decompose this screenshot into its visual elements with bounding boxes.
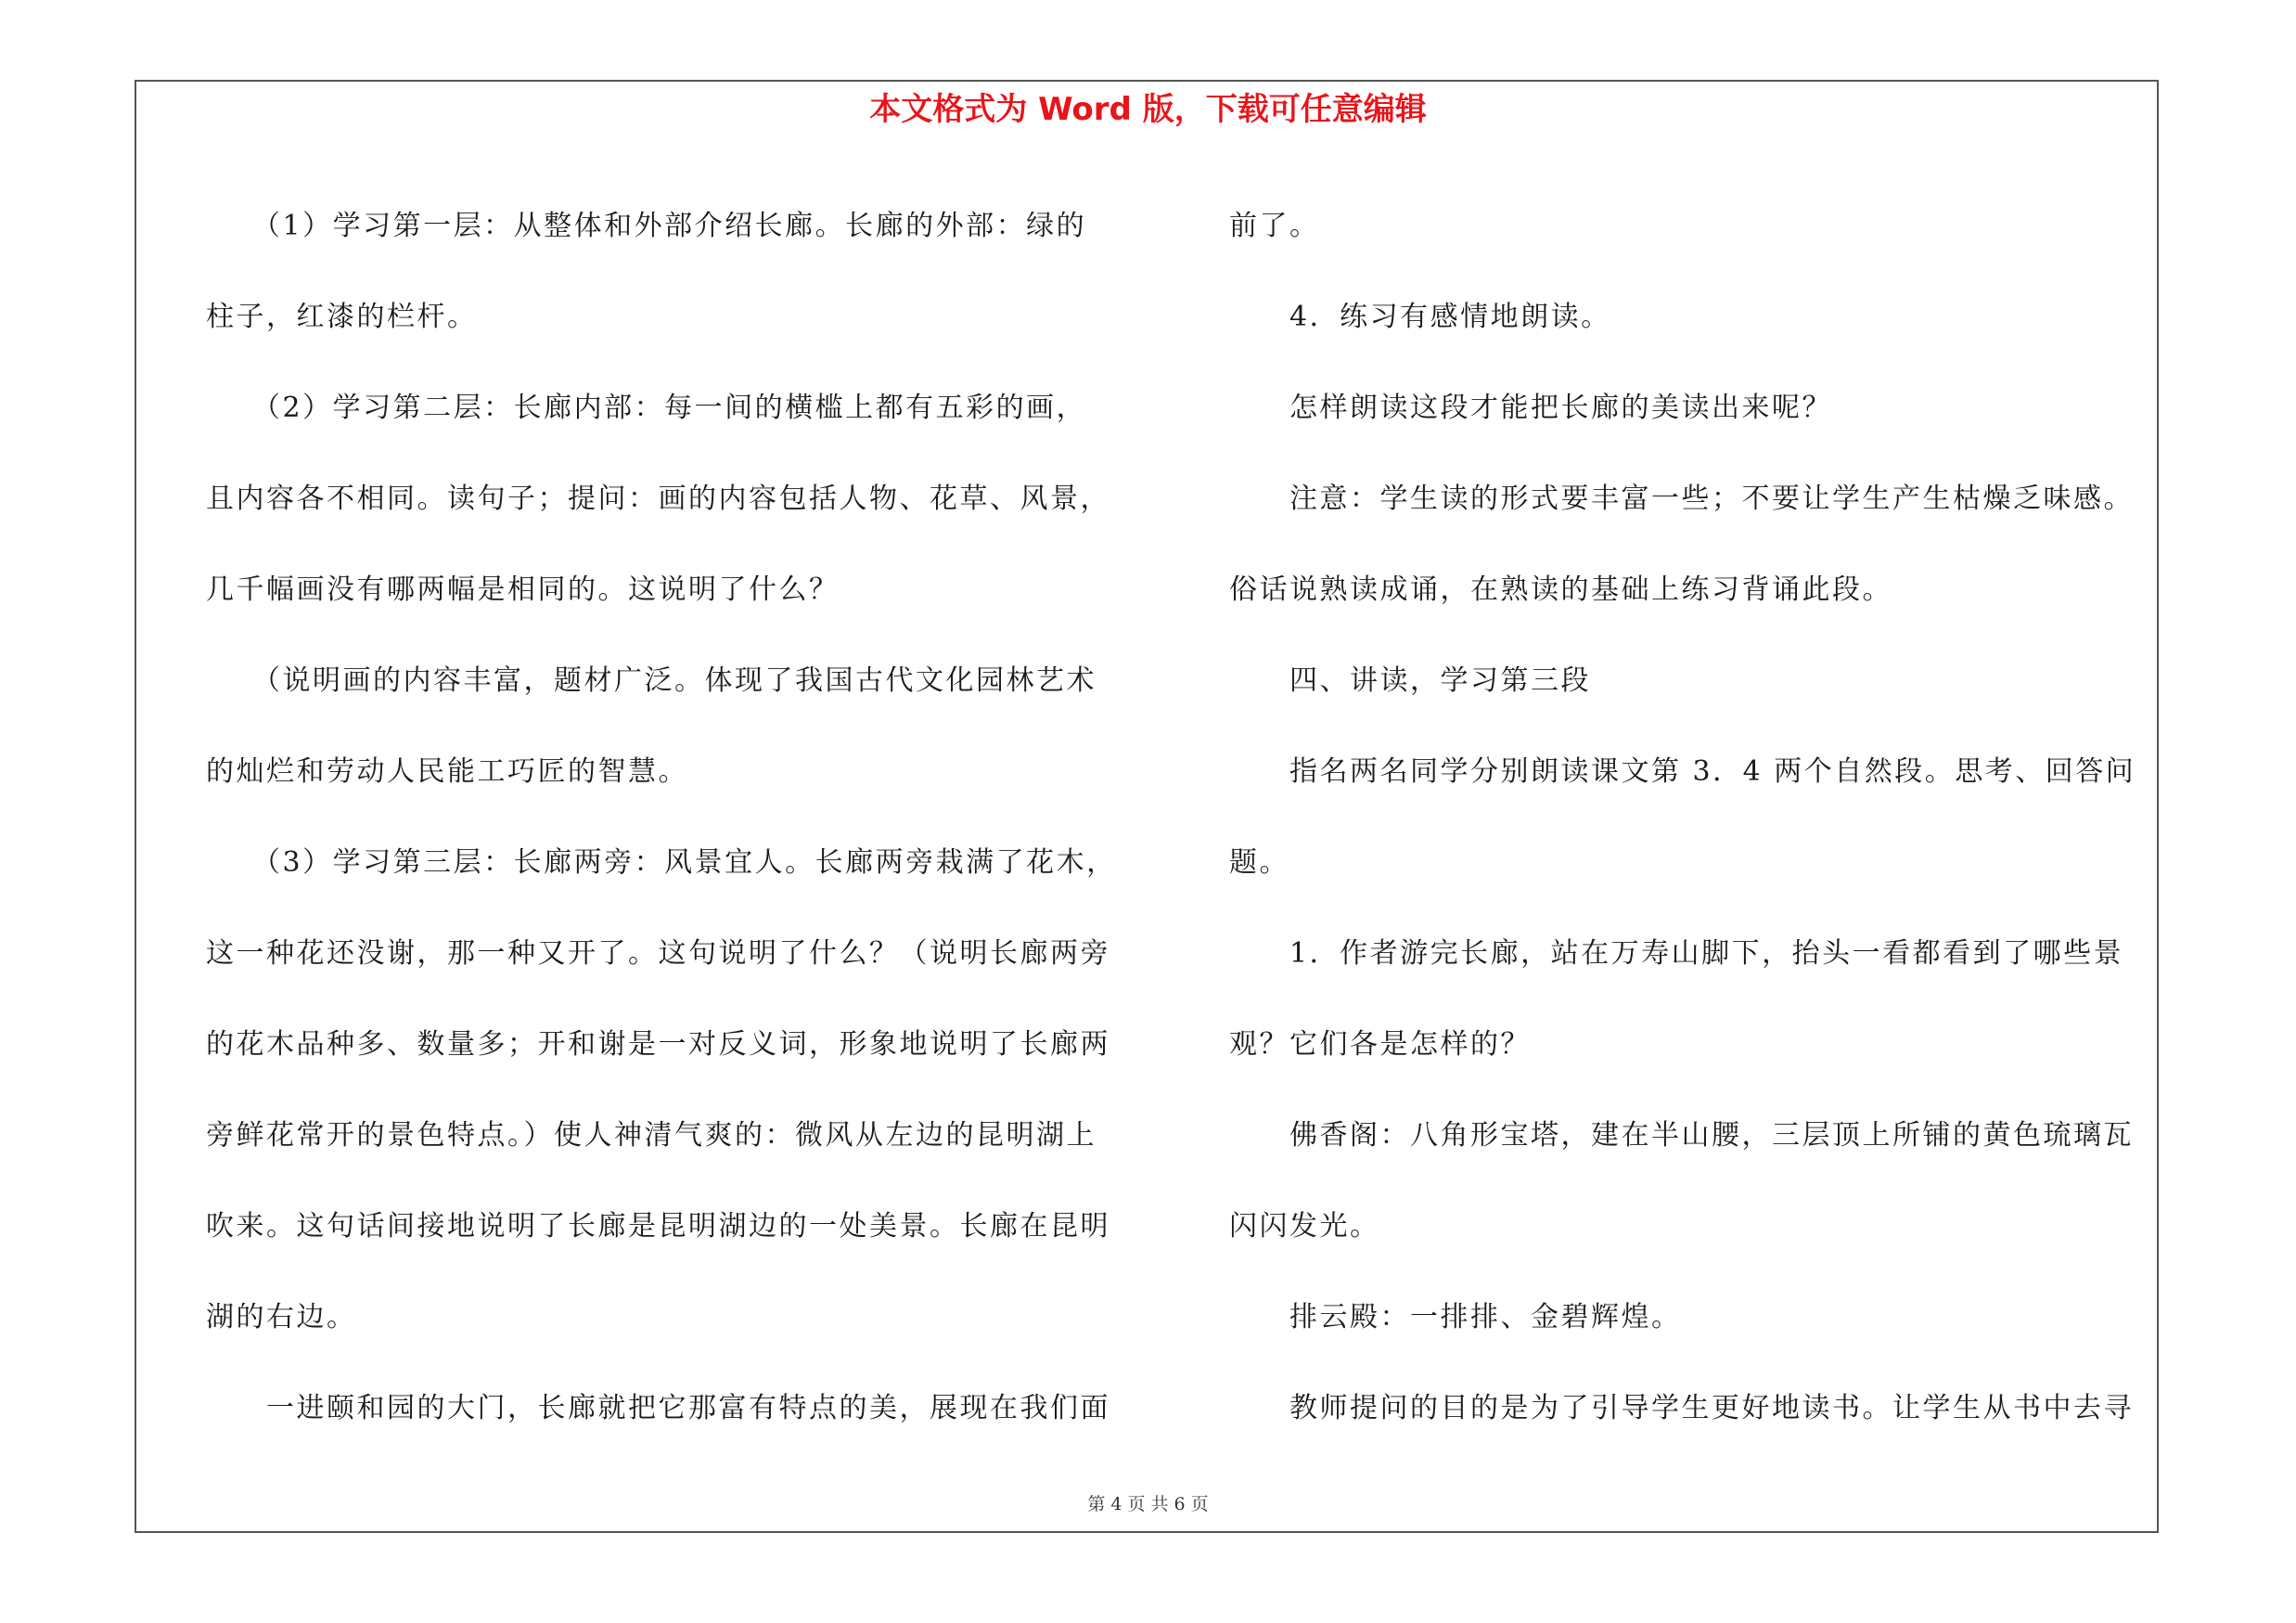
text-line: 排云殿：一排排、金碧辉煌。 — [1229, 1301, 1682, 1333]
text-line: 吹来。这句话间接地说明了长廊是昆明湖边的一处美景。长廊在昆明 — [206, 1210, 1110, 1243]
text-line: 指名两名同学分别朗读课文第 3．4 两个自然段。思考、回答问 — [1229, 755, 2136, 788]
text-line: 佛香阁：八角形宝塔，建在半山腰，三层顶上所铺的黄色琉璃瓦 — [1229, 1119, 2134, 1152]
text-line: （说明画的内容丰富，题材广泛。体现了我国古代文化园林艺术 — [206, 664, 1097, 697]
text-line: （2）学习第二层：长廊内部：每一间的横槛上都有五彩的画， — [206, 392, 1087, 424]
text-line: 1．作者游完长廊，站在万寿山脚下，抬头一看都看到了哪些景 — [1229, 937, 2124, 970]
text-line: 的灿烂和劳动人民能工巧匠的智慧。 — [206, 755, 688, 788]
text-line: 俗话说熟读成诵，在熟读的基础上练习背诵此段。 — [1229, 573, 1892, 606]
text-line: 一进颐和园的大门，长廊就把它那富有特点的美，展现在我们面 — [206, 1392, 1110, 1424]
text-line: 湖的右边。 — [206, 1301, 357, 1333]
text-line: 几千幅画没有哪两幅是相同的。这说明了什么？ — [206, 573, 840, 606]
text-line: 注意：学生读的形式要丰富一些；不要让学生产生枯燥乏味感。 — [1229, 483, 2134, 515]
text-line: 的花木品种多、数量多；开和谢是一对反义词，形象地说明了长廊两 — [206, 1028, 1110, 1061]
text-line: 题。 — [1229, 846, 1289, 879]
text-line: 柱子，红漆的栏杆。 — [206, 301, 478, 333]
page-number-footer: 第 4 页 共 6 页 — [1087, 1494, 1209, 1514]
text-line: 闪闪发光。 — [1229, 1210, 1380, 1243]
left-column — [206, 181, 1134, 1454]
text-line: 怎样朗读这段才能把长廊的美读出来呢？ — [1229, 392, 1832, 424]
text-line: 教师提问的目的是为了引导学生更好地读书。让学生从书中去寻 — [1229, 1392, 2134, 1424]
format-banner: 本文格式为 Word 版，下载可任意编辑 — [869, 91, 1427, 128]
text-line: 4．练习有感情地朗读。 — [1229, 301, 1611, 333]
right-column — [1229, 181, 2166, 1454]
text-line: （1）学习第一层：从整体和外部介绍长廊。长廊的外部：绿的 — [206, 210, 1087, 242]
text-line: 前了。 — [1229, 210, 1320, 242]
text-line: 四、讲读，学习第三段 — [1229, 664, 1591, 697]
text-line: （3）学习第三层：长廊两旁：风景宜人。长廊两旁栽满了花木， — [206, 846, 1117, 879]
text-line: 这一种花还没谢，那一种又开了。这句说明了什么？（说明长廊两旁 — [206, 937, 1110, 970]
text-line: 旁鲜花常开的景色特点。）使人神清气爽的：微风从左边的昆明湖上 — [206, 1119, 1097, 1152]
text-line: 且内容各不相同。读句子；提问：画的内容包括人物、花草、风景， — [206, 483, 1110, 515]
text-line: 观？它们各是怎样的？ — [1229, 1028, 1531, 1061]
